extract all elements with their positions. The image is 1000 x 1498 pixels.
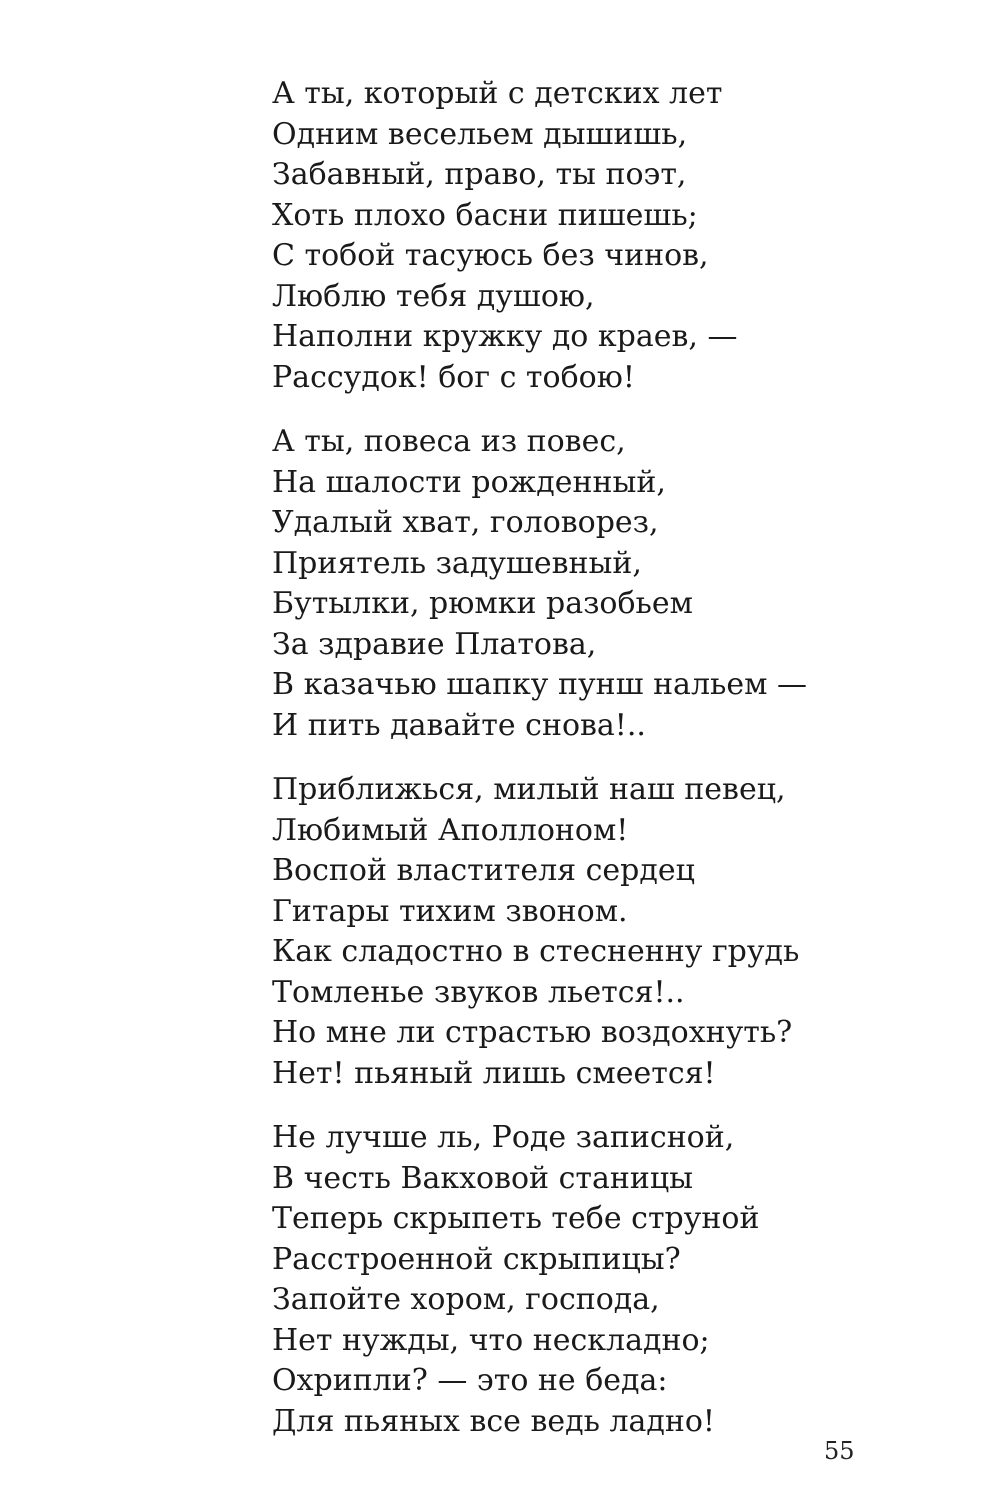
- poem-line: С тобой тасуюсь без чинов,: [272, 238, 709, 273]
- poem-line: В казачью шапку пунш нальем —: [272, 667, 807, 702]
- poem-line: Воспой властителя сердец: [272, 853, 695, 888]
- poem-line: Нет нужды, что нескладно;: [272, 1322, 710, 1358]
- poem-line: Томленье звуков льется!..: [272, 974, 685, 1010]
- poem-line: Запойте хором, господа,: [272, 1282, 660, 1317]
- poem-line: Для пьяных все ведь ладно!: [272, 1403, 715, 1439]
- page-number: 55: [824, 1437, 855, 1465]
- poem-line: Нет! пьяный лишь смеется!: [272, 1055, 716, 1091]
- poem-line: Рассудок! бог с тобою!: [272, 359, 635, 395]
- poem-line: Охрипли? — это не беда:: [272, 1363, 668, 1398]
- poem-line: А ты, повеса из повес,: [272, 424, 626, 459]
- poem-line: Гитары тихим звоном.: [272, 893, 628, 929]
- poem-line: Одним весельем дышишь,: [272, 116, 688, 152]
- poem-line: Люблю тебя душою,: [272, 278, 595, 314]
- poem-line: На шалости рожденный,: [272, 464, 666, 500]
- stanza-2: [272, 422, 912, 746]
- poem-line: Хоть плохо басни пишешь;: [272, 197, 698, 233]
- poem-line: Приятель задушевный,: [272, 545, 642, 581]
- poem-line: Расстроенной скрыпицы?: [272, 1241, 681, 1277]
- poem-line: И пить давайте снова!..: [272, 707, 646, 743]
- poem-line: Как сладостно в стесненну грудь: [272, 934, 800, 969]
- poem-line: Но мне ли страстью воздохнуть?: [272, 1015, 793, 1050]
- poem-line: Бутылки, рюмки разобьем: [272, 586, 693, 621]
- stanza-1: [272, 74, 912, 398]
- poem-line: Забавный, право, ты поэт,: [272, 157, 687, 192]
- poem-line: Приближься, милый наш певец,: [272, 772, 786, 807]
- poem-line: За здравие Платова,: [272, 626, 597, 662]
- stanza-3: [272, 770, 912, 1094]
- poem-line: Любимый Аполлоном!: [272, 812, 629, 848]
- poem-line: Наполни кружку до краев, —: [272, 319, 738, 354]
- poem: [272, 74, 912, 1466]
- poem-line: Не лучше ль, Роде записной,: [272, 1120, 735, 1155]
- poem-line: Удалый хват, головорез,: [272, 505, 659, 540]
- poem-line: А ты, который с детских лет: [272, 76, 723, 111]
- poem-line: Теперь скрыпеть тебе струной: [272, 1201, 760, 1236]
- stanza-4: [272, 1118, 912, 1442]
- poem-line: В честь Вакховой станицы: [272, 1160, 694, 1196]
